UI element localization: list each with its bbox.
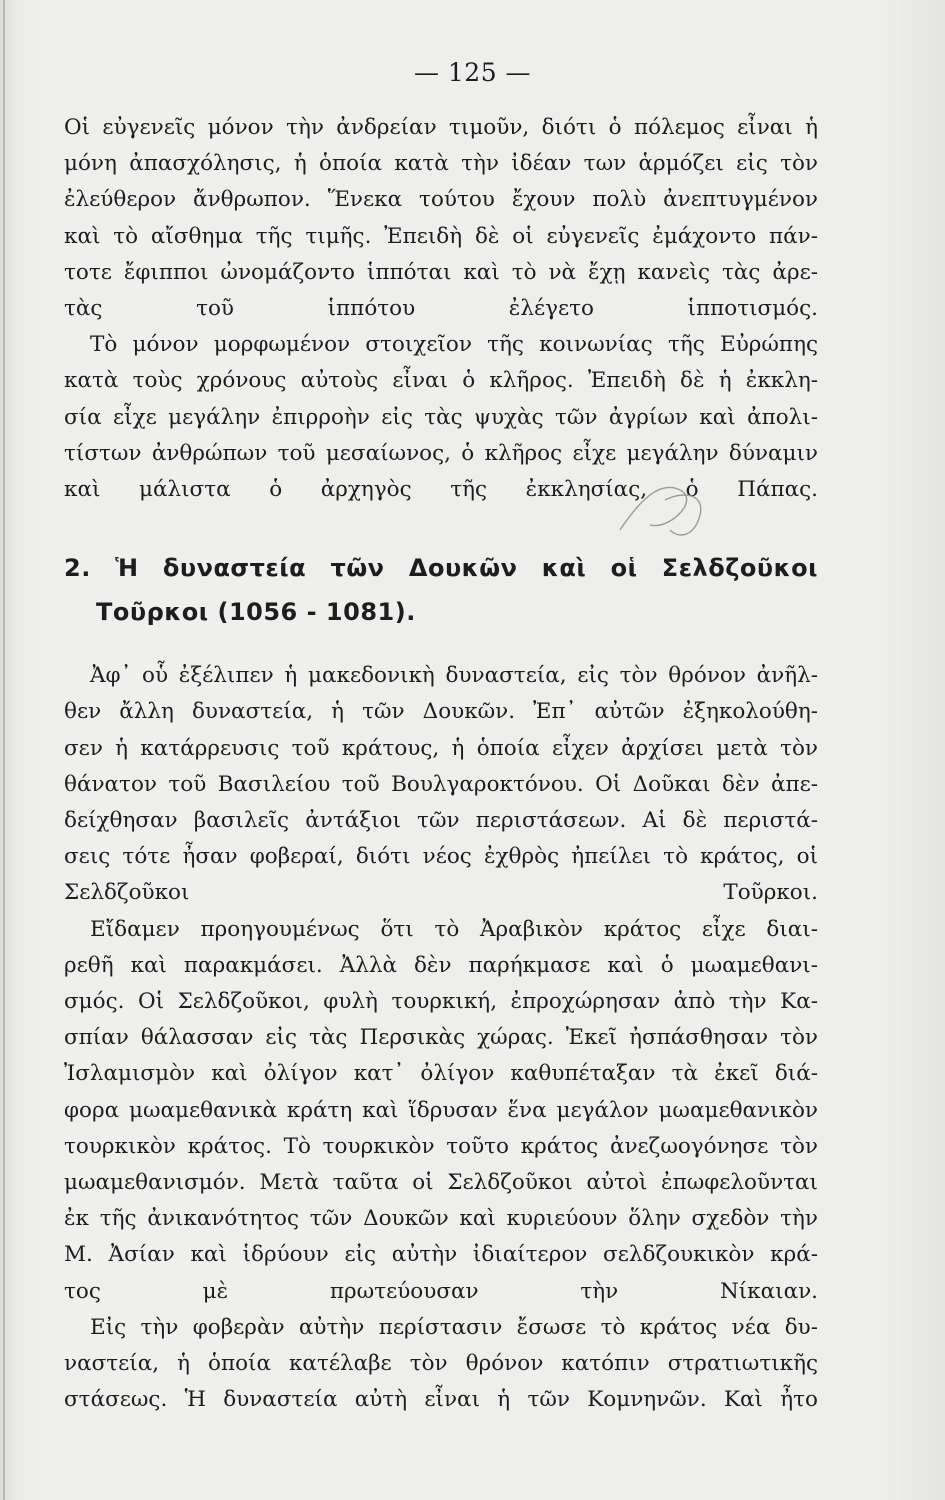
text-line: ἐκ τῆς ἀνικανότητος τῶν Δουκῶν καὶ κυριεύουν ὅλην σχεδὸν τὴν [64,1206,818,1232]
text-line: Οἱ εὐγενεῖς μόνον τὴν ἀνδρείαν τιμοῦν, διότι ὁ πόλεμος εἶναι ἡ [64,115,818,140]
text-line: δείχθησαν βασιλεῖς ἀντάξιοι τῶν περιστάσεων. Αἱ δὲ περιστά- [64,808,818,834]
text-line: ρεθῆ καὶ παρακμάσει. Ἀλλὰ δὲν παρήκμασε καὶ ὁ μωαμεθανι- [64,952,818,978]
text-line: Ἰσλαμισμὸν καὶ ὀλίγον κατ᾽ ὀλίγον καθυπέταξαν τὰ ἐκεῖ διά- [64,1061,818,1087]
text-line: σία εἶχε μεγάλην ἐπιρροὴν εἰς τὰς ψυχὰς τῶν ἀγρίων καὶ ἀπολι- [64,404,818,430]
text-line: μωαμεθανισμόν. Μετὰ ταῦτα οἱ Σελδζοῦκοι αὐτοὶ ἐπωφελοῦνται [64,1170,818,1196]
text-line: θάνατον τοῦ Βασιλείου τοῦ Βουλγαροκτόνου. Οἱ Δοῦκαι δὲν ἀπε- [64,771,818,797]
page-body [64,110,818,1419]
text-line: σεις τότε ἦσαν φοβεραί, διότι νέος ἐχθρὸς ἠπείλει τὸ κράτος, οἱ [64,844,818,870]
after-paragraph [64,1310,818,1419]
text-line: τουρκικὸν κράτος. Τὸ τουρκικὸν τοῦτο κράτος ἀνεζωογόνησε τὸν [64,1133,818,1159]
text-line: Σελδζοῦκοι Τοῦρκοι. [64,880,818,906]
after-paragraph [64,912,818,1310]
before-paragraph [64,110,818,327]
pencil-scribble-mark [610,470,720,550]
text-line: φορα μωαμεθανικὰ κράτη καὶ ἵδρυσαν ἕνα μεγάλον μωαμεθανικὸν [64,1097,818,1123]
text-section-before-heading [64,110,818,508]
text-line: θεν ἄλλη δυναστεία, ἡ τῶν Δουκῶν. Ἐπ᾽ αὐτῶν ἐξηκολούθη- [64,699,818,725]
text-line: Εἰς τὴν φοβερὰν αὐτὴν περίστασιν ἔσωσε τὸ κράτος νέα δυ- [90,1314,818,1340]
text-line: ναστεία, ἡ ὁποία κατέλαβε τὸν θρόνον κατόπιν στρατιωτικῆς [64,1351,818,1377]
text-line: τος μὲ πρωτεύουσαν τὴν Νίκαιαν. [64,1278,818,1304]
text-line: Ἀφ᾽ οὗ ἐξέλιπεν ἡ μακεδονικὴ δυναστεία, εἰς τὸν θρόνον ἀνῆλ- [90,663,818,689]
text-line: μόνη ἀπασχόλησις, ἡ ὁποία κατὰ τὴν ἰδέαν των ἁρμόζει εἰς τὸν [64,151,818,177]
page-number: — 125 — [413,58,532,87]
section-heading-line-2: Τοῦρκοι (1056 - 1081). [96,598,416,627]
text-line: σεν ἡ κατάρρευσις τοῦ κράτους, ἡ ὁποία εἶχεν ἀρχίσει μετὰ τὸν [64,735,818,761]
text-line: στάσεως. Ἡ δυναστεία αὐτὴ εἶναι ἡ τῶν Κομνηνῶν. Καὶ ἦτο [64,1387,818,1413]
text-line: σμός. Οἱ Σελδζοῦκοι, φυλὴ τουρκική, ἐπροχώρησαν ἀπὸ τὴν Κα- [64,989,818,1015]
text-line: σπίαν θάλασσαν εἰς τὰς Περσικὰς χώρας. Ἐκεῖ ἠσπάσθησαν τὸν [64,1025,818,1051]
text-line: ἐλεύθερον ἄνθρωπον. Ἕνεκα τούτου ἔχουν πολὺ ἀνεπτυγμένον [64,187,818,213]
section-heading [64,546,818,634]
text-section-after-heading [64,658,818,1418]
text-line: καὶ τὸ αἴσθημα τῆς τιμῆς. Ἐπειδὴ δὲ οἱ εὐγενεῖς ἐμάχοντο πάν- [64,223,818,249]
section-heading-line-1: 2. Ἡ δυναστεία τῶν Δουκῶν καὶ οἱ Σελδζοῦκοι [64,554,818,583]
text-line: Εἴδαμεν προηγουμένως ὅτι τὸ Ἀραβικὸν κράτος εἶχε διαι- [90,916,818,942]
text-line: κατὰ τοὺς χρόνους αὐτοὺς εἶναι ὁ κλῆρος. Ἐπειδὴ δὲ ἡ ἐκκλη- [64,368,818,394]
text-line: καὶ μάλιστα ὁ ἀρχηγὸς τῆς ἐκκλησίας, ὁ Πάπας. [64,477,818,503]
page-edge [3,0,5,1500]
text-line: τὰς τοῦ ἱππότου ἐλέγετο ἱπποτισμός. [64,296,818,322]
text-line: Μ. Ἀσίαν καὶ ἱδρύουν εἰς αὐτὴν ἰδιαίτερον σελδζουκικὸν κρά- [64,1242,818,1268]
text-line: τίστων ἀνθρώπων τοῦ μεσαίωνος, ὁ κλῆρος εἶχε μεγάλην δύναμιν [64,440,818,466]
text-line: τοτε ἔφιπποι ὠνομάζοντο ἱππόται καὶ τὸ νὰ ἔχῃ κανεὶς τὰς ἀρε- [64,259,818,285]
after-paragraph [64,658,818,911]
text-line: Τὸ μόνον μορφωμένον στοιχεῖον τῆς κοινωνίας τῆς Εὐρώπης [90,332,818,358]
